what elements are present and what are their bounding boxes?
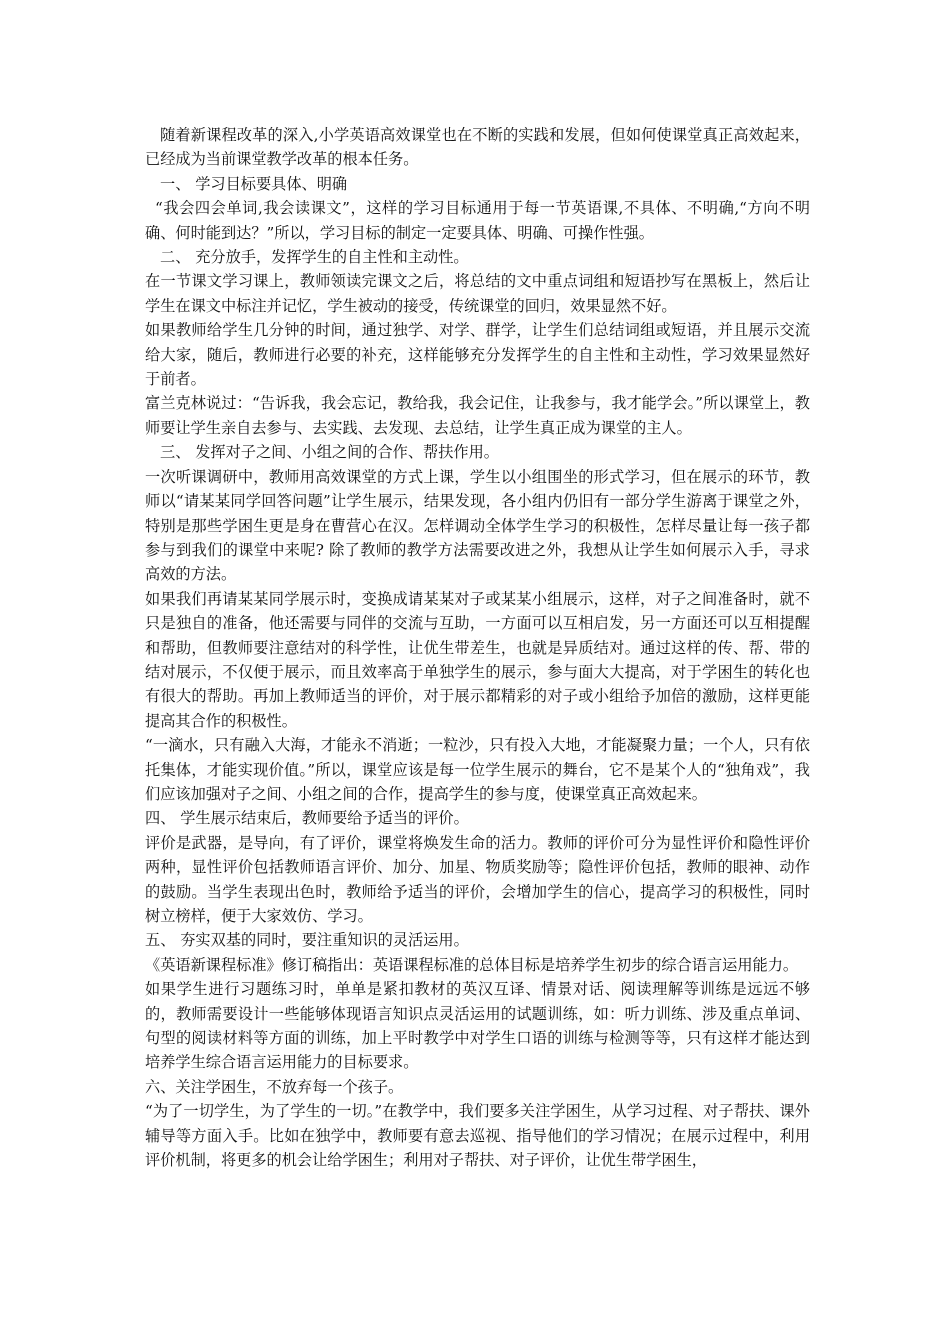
paragraph: 一次听课调研中，教师用高效课堂的方式上课，学生以小组围坐的形式学习，但在展示的环节，教师以“请某某同学回答问题”让学生展示，结果发现，各小组内仍旧有一部分学生游离于课堂之外，特别是那些学困生更是身在曹营心在汉。怎样调动全体学生学习的积极性，怎样尽量让每一孩子都参与到我们的课堂中来呢? 除了教师的教学方法需要改进之外，我想从让学生如何展示入手，寻求高效的方法。 [145,467,810,584]
paragraph: 在一节课文学习课上，教师领读完课文之后，将总结的文中重点词组和短语抄写在黑板上，然后让学生在课文中标注并记忆，学生被动的接受，传统课堂的回归，效果显然不好。 [145,272,810,315]
section-heading: 三、 发挥对子之间、小组之间的合作、帮扶作用。 [160,443,499,462]
section-heading: 二、 充分放手，发挥学生的自主性和主动性。 [160,248,469,267]
paragraph: 如果我们再请某某同学展示时，变换成请某某对子或某某小组展示，这样，对子之间准备时，就不只是独自的准备，他还需要与同伴的交流与互助，一方面可以互相启发，另一方面还可以互相提醒和帮助，但教师要注意结对的科学性，让优生带差生，也就是异质结对。通过这样的传、帮、带的结对展示，不仅便于展示，而且效率高于单独学生的展示，参与面大大提高，对于学困生的转化也有很大的帮助。再加上教师适当的评价，对于展示都精彩的对子或小组给予加倍的激励，这样更能提高其合作的积极性。 [145,589,810,730]
paragraph: 《英语新课程标准》修订稿指出：英语课程标准的总体目标是培养学生初步的综合语言运用能力。 [145,955,799,974]
section-heading: 五、 夯实双基的同时，要注重知识的灵活运用。 [145,931,469,950]
paragraph: 富兰克林说过：“告诉我，我会忘记，教给我，我会记住，让我参与，我才能学会。”所以课堂上，教师要让学生亲自去参与、去实践、去发现、去总结，让学生真正成为课堂的主人。 [145,394,810,437]
paragraph: 如果教师给学生几分钟的时间，通过独学、对学、群学，让学生们总结词组或短语，并且展示交流给大家，随后，教师进行必要的补充，这样能够充分发挥学生的自主性和主动性，学习效果显然好于前者。 [145,321,810,389]
section-heading: 六、关注学困生，不放弃每一个孩子。 [145,1077,404,1096]
paragraph: 如果学生进行习题练习时，单单是紧扣教材的英汉互译、情景对话、阅读理解等训练是远远不够的，教师需要设计一些能够体现语言知识点灵活运用的试题训练，如：听力训练、涉及重点单词、句型的阅读材料等方面的训练，加上平时教学中对学生口语的训练与检测等等，只有这样才能达到培养学生综合语言运用能力的目标要求。 [145,980,810,1072]
paragraph: “我会四会单词,我会读课文”，这样的学习目标通用于每一节英语课,不具体、不明确,“方向不明确、何时能到达？”所以，学习目标的制定一定要具体、明确、可操作性强。 [145,199,810,242]
section-heading: 四、 学生展示结束后，教师要给予适当的评价。 [145,809,469,828]
paragraph: “一滴水，只有融入大海，才能永不消逝；一粒沙，只有投入大地，才能凝聚力量；一个人，只有依托集体，才能实现价值。”所以，课堂应该是每一位学生展示的舞台，它不是某个人的“独角戏”，我们应该加强对子之间、小组之间的合作，提高学生的参与度，使课堂真正高效起来。 [145,736,810,803]
paragraph: 评价是武器，是导向，有了评价，课堂将焕发生命的活力。教师的评价可分为显性评价和隐性评价两种，显性评价包括教师语言评价、加分、加星、物质奖励等；隐性评价包括，教师的眼神、动作的鼓励。当学生表现出色时，教师给予适当的评价，会增加学生的信心，提高学习的积极性，同时树立榜样，便于大家效仿、学习。 [145,833,810,925]
section-heading: 一、 学习目标要具体、明确 [160,174,348,193]
paragraph: 随着新课程改革的深入,小学英语高效课堂也在不断的实践和发展，但如何使课堂真正高效起来，已经成为当前课堂教学改革的根本任务。 [145,126,810,169]
paragraph: “为了一切学生，为了学生的一切。”在教学中，我们要多关注学困生，从学习过程、对子帮扶、课外辅导等方面入手。比如在独学中，教师要有意去巡视、指导他们的学习情况；在展示过程中，利用评价机制，将更多的机会让给学困生；利用对子帮扶、对子评价，让优生带学困生， [145,1102,810,1170]
document-body [145,123,810,1172]
